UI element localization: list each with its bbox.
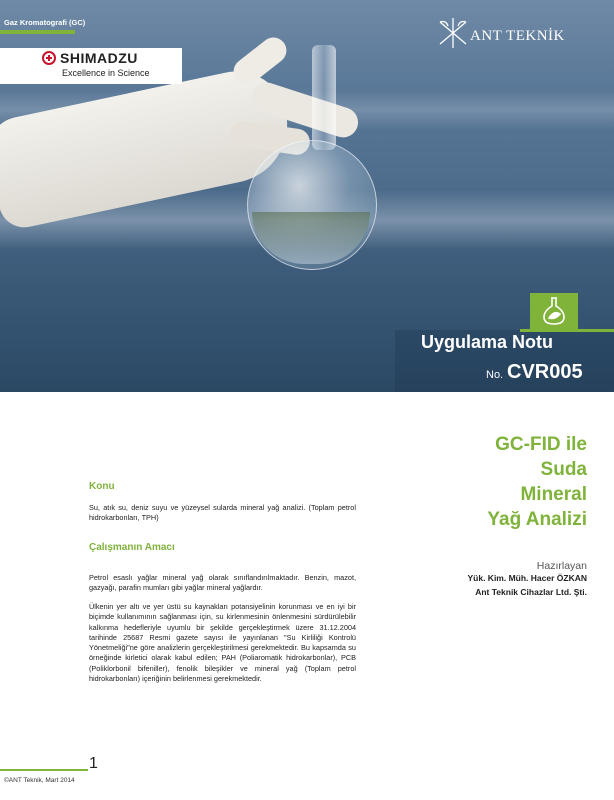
section-heading-amac: Çalışmanın Amacı <box>89 542 175 553</box>
document-number: CVR005 <box>507 361 583 383</box>
konu-text: Su, atık su, deniz suyu ve yüzeysel sularda mineral yağ analizi. (Toplam petrol hidrokarbonları, TPH) <box>89 503 356 523</box>
main-title <box>387 432 587 532</box>
footer-rule <box>0 769 88 771</box>
flask-neck <box>312 45 336 150</box>
flask-leaf-icon <box>541 296 567 326</box>
document-type: Uygulama Notu <box>421 332 554 352</box>
section-heading-konu: Konu <box>89 481 115 492</box>
shimadzu-name: SHIMADZU <box>60 50 138 66</box>
title-line: GC-FID ile <box>495 434 587 455</box>
author-name: Yük. Kim. Müh. Hacer ÖZKAN <box>467 573 587 583</box>
brand-name: ANT TEKNİK <box>470 28 565 44</box>
amac-paragraph-2: Ülkenin yer altı ve yer üstü su kaynakları potansiyelinin korunması ve en iyi bir biçimde kullanımının sağlanması için, su kirlenmesinin önlenmesini sürdürülebilir kalkınma hedefleriyle uyumlu bir şekilde gerçekleştirmek üzere 31.12.2004 tarihinde 25687 Resmi gazete sayısı ile yayınlanan "Su Kirliliği Kontrolü Yönetmeliği"ne göre analizlerin gerçekleştirilmesi gerekmektedir. Bu kapsamda su örneğinde kirletici olarak kabul edilen; PAH (Poliaromatik hidrokarbonlar), PCB (Poliklorbonil bifeniller), fenolik bileşikler ve mineral yağ (Toplam petrol hidrokarbonları) içeriğinin belirlenmesi gerekmektedir. <box>89 602 356 684</box>
page-number: 1 <box>89 755 98 772</box>
document-number-label: No. <box>486 369 504 381</box>
amac-paragraph-1: Petrol esaslı yağlar mineral yağ olarak sınıflandırılmaktadır. Benzin, mazot, gazyağı, parafin mumları gibi yağlar mineral yağlardır. <box>89 573 356 593</box>
category-label: Gaz Kromatografi (GC) <box>4 18 86 27</box>
ant-teknik-logo-icon <box>436 16 470 50</box>
company-name: Ant Teknik Cihazlar Ltd. Şti. <box>475 587 587 597</box>
copyright: ©ANT Teknik, Mart 2014 <box>4 777 75 784</box>
category-rule <box>0 30 75 34</box>
shimadzu-tagline: Excellence in Science <box>62 68 150 78</box>
title-line: Mineral <box>520 484 587 505</box>
title-line: Suda <box>540 459 587 480</box>
prepared-by-label: Hazırlayan <box>536 560 587 572</box>
flask-water-sample <box>252 212 370 264</box>
title-line: Yağ Analizi <box>487 509 587 530</box>
shimadzu-logo-icon <box>42 51 56 65</box>
